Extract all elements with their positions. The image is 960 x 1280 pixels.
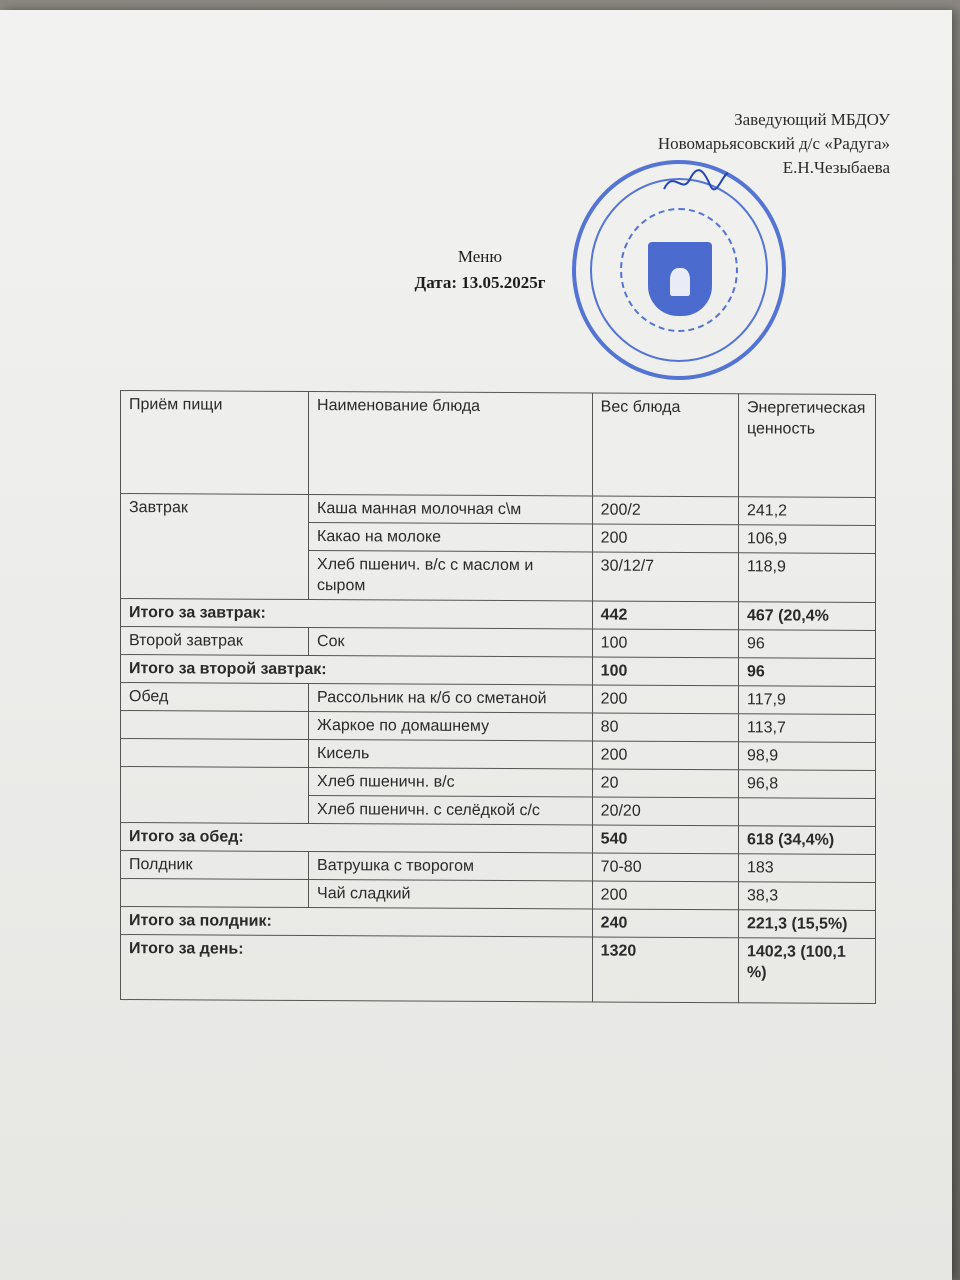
energy-cell: 98,9 [739,742,876,771]
document-title [0,244,960,296]
header-weight: Вес блюда [592,393,738,497]
total-energy: 96 [739,658,876,687]
total-label: Итого за обед: [121,823,593,853]
signature-icon [660,165,730,197]
menu-heading: Меню [457,247,503,266]
weight-cell: 30/12/7 [592,552,738,602]
dish-cell: Ватрушка с творогом [309,852,593,881]
total-energy: 618 (34,4%) [739,826,876,855]
total-label: Итого за полдник: [121,907,593,937]
meal-cell: Завтрак [121,494,309,600]
total-weight: 240 [592,909,738,938]
dish-cell: Какао на молоке [309,523,593,552]
meal-cell: Обед [121,683,309,712]
meal-cell: Полдник [121,851,309,880]
day-total-energy: 1402,3 (100,1 %) [739,938,876,1004]
dish-cell: Кисель [309,740,593,769]
dish-cell: Каша манная молочная с\м [309,495,593,524]
total-energy: 221,3 (15,5%) [739,910,876,939]
table-row [121,711,876,743]
weight-cell: 200 [592,685,738,714]
energy-cell: 38,3 [739,882,876,911]
weight-cell: 80 [592,713,738,742]
dish-cell: Чай сладкий [309,880,593,909]
header-meal: Приём пищи [121,391,309,495]
table-row [121,739,876,771]
energy-cell: 183 [739,854,876,883]
meal-cell: Второй завтрак [121,627,309,656]
energy-cell: 96,8 [739,770,876,799]
approval-organization: Новомарьясовский д/с «Радуга» [657,134,890,153]
energy-cell: 106,9 [739,525,876,554]
menu-date: Дата: 13.05.2025г [414,273,546,292]
energy-cell: 118,9 [739,553,876,603]
table-row [121,494,876,526]
approval-name: Е.Н.Чезыбаева [782,158,890,177]
weight-cell: 100 [592,629,738,658]
header-energy: Энергетическая ценность [739,394,876,498]
total-row [121,655,876,687]
table-row [121,851,876,883]
total-weight: 100 [592,657,738,686]
energy-cell: 96 [739,630,876,659]
weight-cell: 200 [592,881,738,910]
day-total-label: Итого за день: [121,935,593,1002]
dish-cell: Сок [309,628,593,657]
total-label: Итого за второй завтрак: [121,655,593,685]
total-label: Итого за завтрак: [121,599,593,629]
table-row [121,683,876,715]
table-header-row [121,391,876,498]
energy-cell: 113,7 [739,714,876,743]
total-row [121,599,876,631]
day-total-row [121,935,876,1004]
total-row [121,823,876,855]
total-energy: 467 (20,4% [739,602,876,631]
table-row [121,879,876,911]
weight-cell: 200 [592,741,738,770]
approval-position: Заведующий МБДОУ [734,110,890,129]
total-row [121,907,876,939]
header-dish: Наименование блюда [309,392,593,496]
weight-cell: 20/20 [592,797,738,826]
table-row [121,627,876,659]
dish-cell: Жаркое по домашнему [309,712,593,741]
table-row [121,767,876,799]
day-total-weight: 1320 [592,937,738,1003]
dish-cell: Хлеб пшеничн. в/с [309,768,593,797]
total-weight: 540 [592,825,738,854]
dish-cell: Хлеб пшеничн. с селёдкой с/с [309,796,593,825]
energy-cell: 117,9 [739,686,876,715]
energy-cell: 241,2 [739,497,876,526]
weight-cell: 200 [592,524,738,553]
dish-cell: Хлеб пшенич. в/с с маслом и сыром [309,551,593,601]
dish-cell: Рассольник на к/б со сметаной [309,684,593,713]
energy-cell [739,798,876,827]
weight-cell: 20 [592,769,738,798]
weight-cell: 70-80 [592,853,738,882]
total-weight: 442 [592,601,738,630]
weight-cell: 200/2 [592,496,738,525]
menu-table [120,390,876,1004]
